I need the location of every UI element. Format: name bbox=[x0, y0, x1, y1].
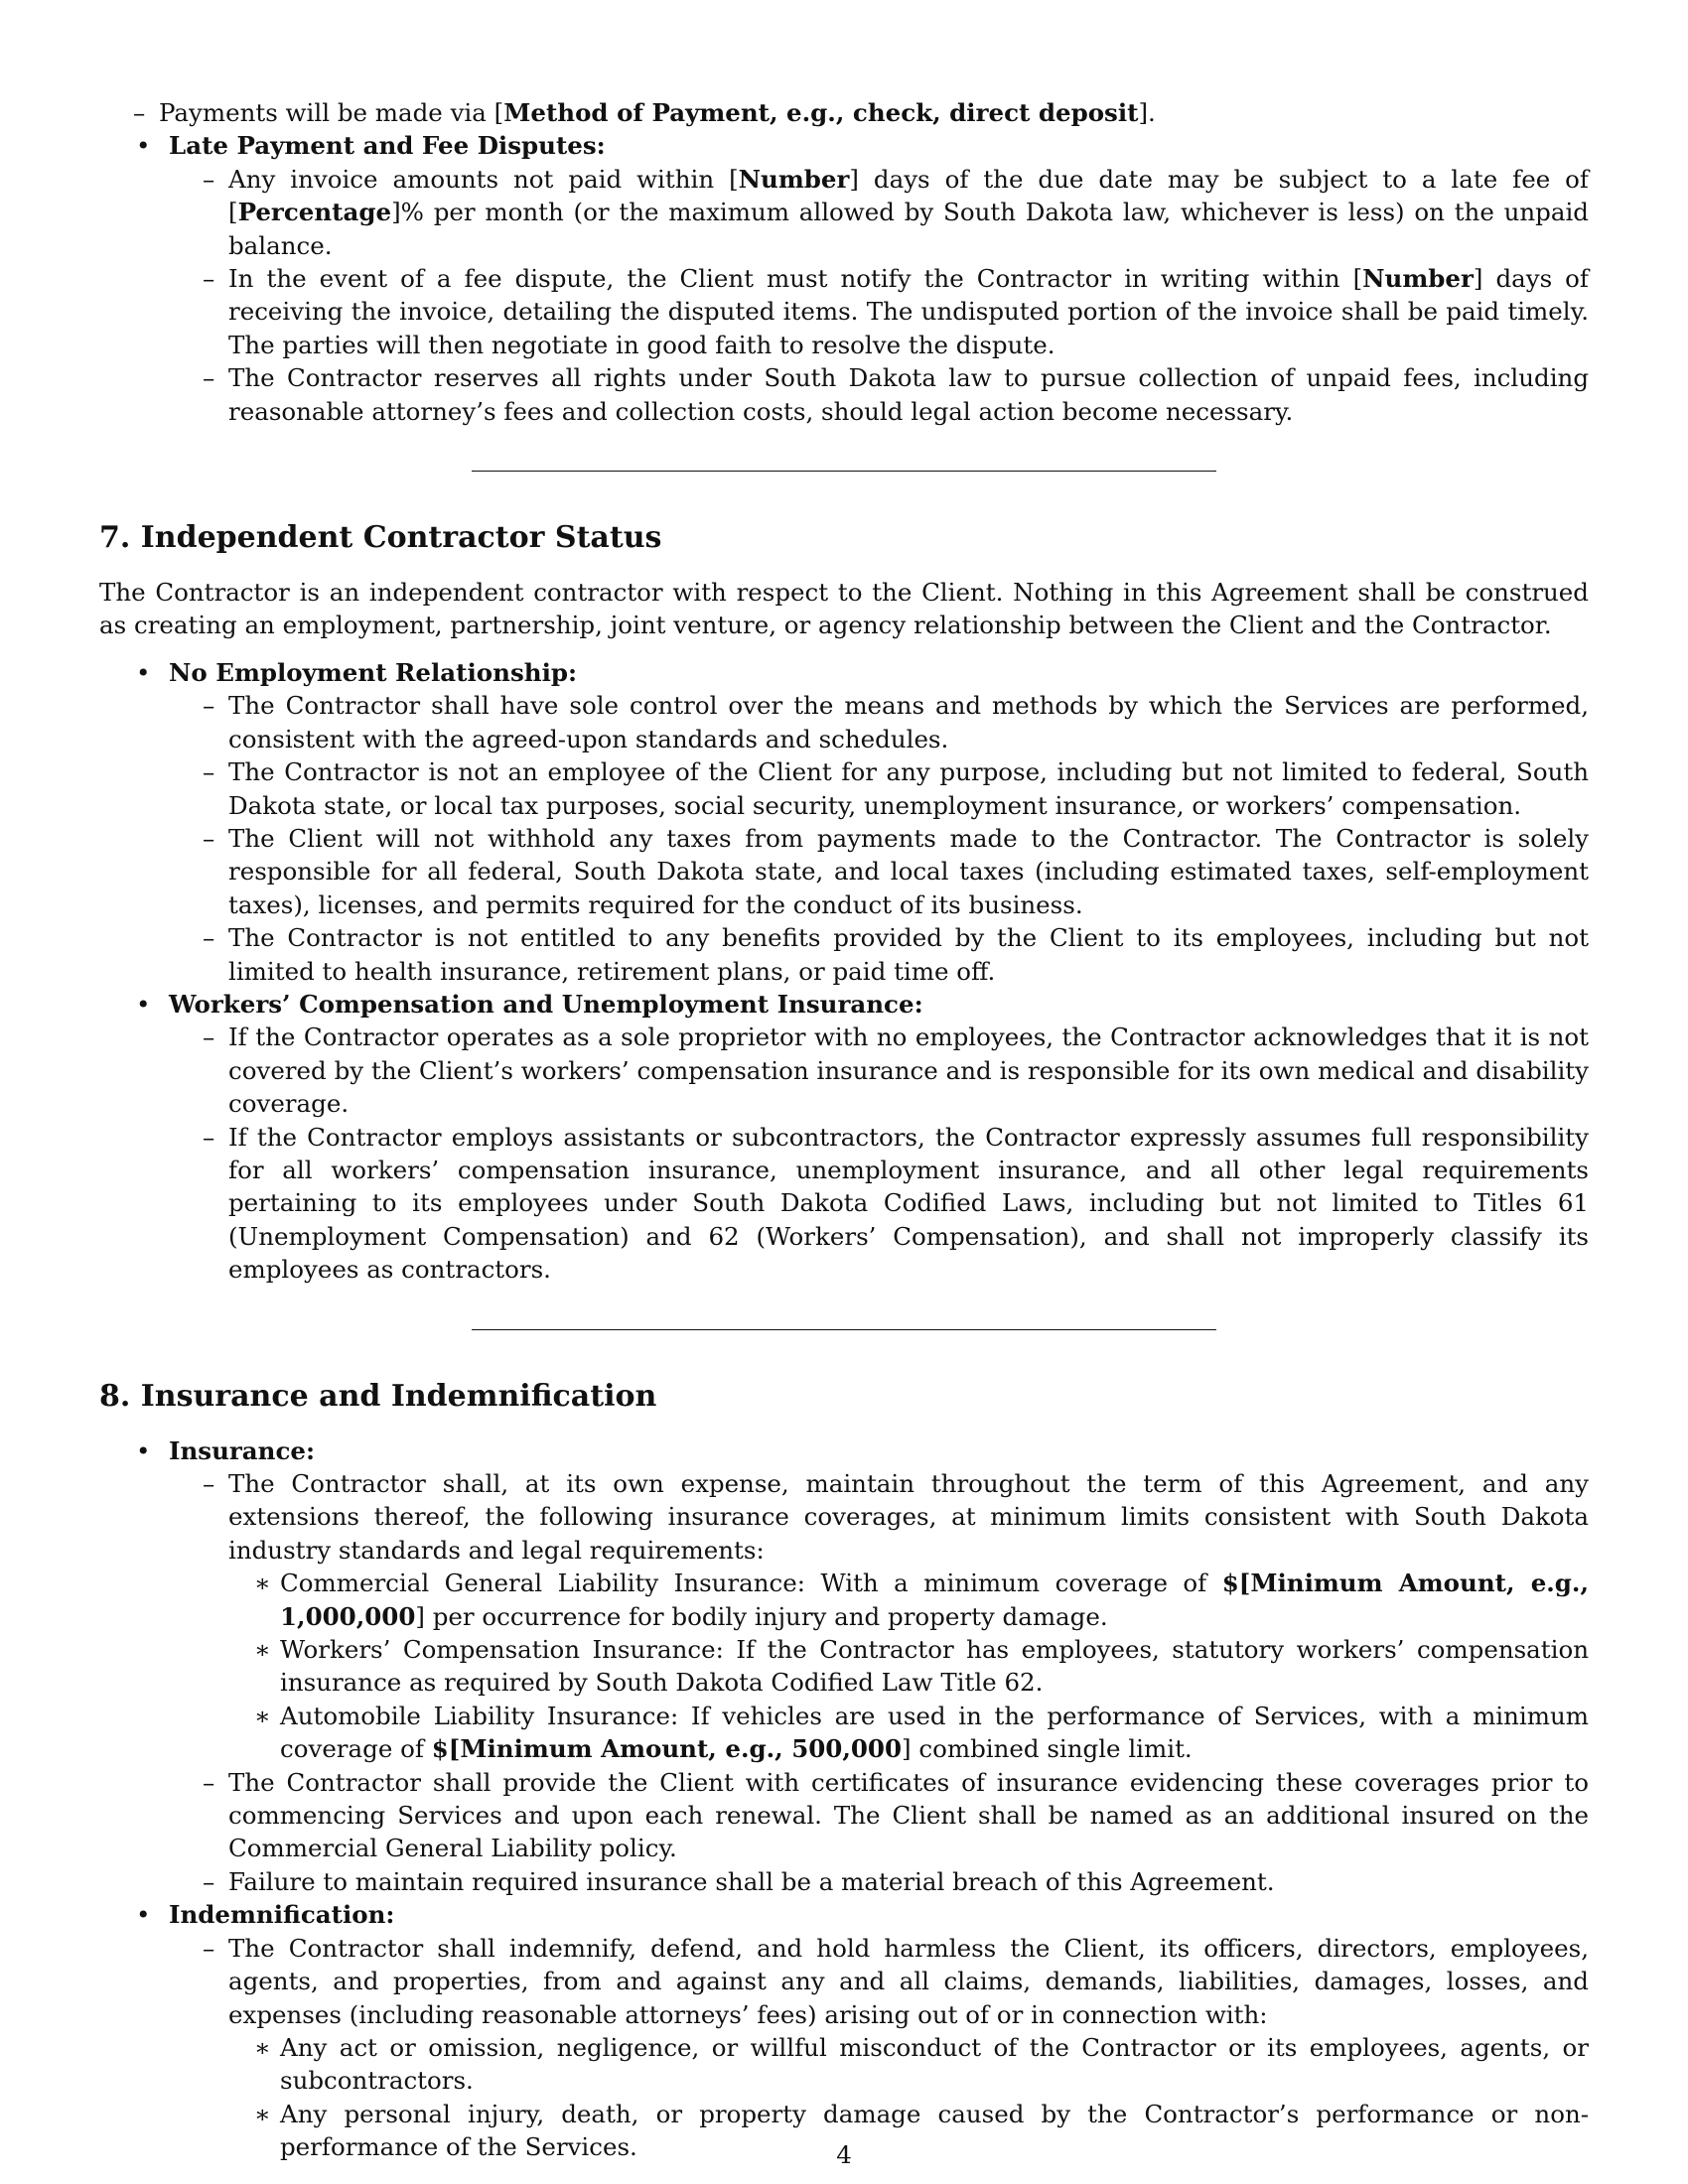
section-7-title: 7. Independent Contractor Status bbox=[99, 520, 662, 556]
workers-comp-heading: Workers’ Compensation and Unemployment Insurance: bbox=[169, 989, 923, 1019]
list-item: – The Contractor shall indemnify, defend, and hold harmless the Client, its officers, directors, employees, agents, and properties, from and against any and all claims, demands, liabilities, damages, losses, and expenses (including reasonable attorneys’ fees) arising out of or in connection with: ∗ Any act or omission, negligence, or willful misconduct of the Contractor or its employees, agents, or subcontractors. ∗ Any personal injury, death, or property damage caused by the Contractor’s performance or non-performance of the Services. bbox=[169, 1932, 1589, 2164]
list-item: – If the Contractor operates as a sole proprietor with no employees, the Contractor acknowledges that it is not covered by the Client’s workers’ compensation insurance and is responsible for its own medical and disability coverage. bbox=[169, 1021, 1589, 1120]
document-page bbox=[99, 96, 1589, 2164]
payment-list bbox=[99, 96, 1589, 129]
section-8-title: 8. Insurance and Indemnification bbox=[99, 1378, 657, 1414]
late-payment-list bbox=[99, 129, 1589, 428]
section-divider bbox=[472, 471, 1216, 472]
list-item: – The Contractor shall provide the Client with certificates of insurance evidencing these coverages prior to commencing Services and upon each renewal. The Client shall be named as an additional insured on the Commercial General Liability policy. bbox=[169, 1766, 1589, 1865]
list-item: – Any invoice amounts not paid within [Number] days of the due date may be subject to a late fee of [Percentage]% per month (or the maximum allowed by South Dakota law, whichever is less) on the unpaid balance. bbox=[169, 163, 1589, 262]
list-item: – The Contractor shall, at its own expense, maintain throughout the term of this Agreement, and any extensions thereof, the following insurance coverages, at minimum limits consistent with South Dakota industry standards and legal requirements: ∗ Commercial General Liability Insurance: With a minimum coverage of $[Minimum Amount, e.g., 1,000,000] per occurrence for bodily injury and property damage. ∗ Workers’ Compensation Insurance: If the Contractor has employees, statutory workers’ compensation insurance as required by South Dakota Codified Law Title 62. ∗ Automobile Liability Insurance: If vehicles are used in the performance of Services, with a minimum coverage of $[Minimum Amount, e.g., 500,000] combined single limit. bbox=[169, 1467, 1589, 1766]
late-payment-heading: Late Payment and Fee Disputes: bbox=[169, 131, 606, 161]
list-item: – Payments will be made via [Method of Payment, e.g., check, direct deposit]. bbox=[99, 96, 1589, 129]
list-item: – The Contractor shall have sole control over the means and methods by which the Services are performed, consistent with the agreed-upon standards and schedules. bbox=[169, 689, 1589, 755]
section-8-list bbox=[99, 1434, 1589, 2164]
list-item: – In the event of a fee dispute, the Client must notify the Contractor in writing within [Number] days of receiving the invoice, detailing the disputed items. The undisputed portion of the invoice shall be paid timely. The parties will then negotiate in good faith to resolve the dispute. bbox=[169, 262, 1589, 361]
page-number: 4 bbox=[836, 2140, 852, 2169]
list-item: ∗ Any act or omission, negligence, or willful misconduct of the Contractor or its employees, agents, or subcontractors. bbox=[228, 2031, 1589, 2098]
list-item: – The Client will not withhold any taxes from payments made to the Contractor. The Contractor is solely responsible for all federal, South Dakota state, and local taxes (including estimated taxes, self-employment taxes), licenses, and permits required for the conduct of its business. bbox=[169, 822, 1589, 921]
list-item: – The Contractor is not entitled to any benefits provided by the Client to its employees, including but not limited to health insurance, retirement plans, or paid time off. bbox=[169, 921, 1589, 988]
list-item bbox=[99, 988, 1589, 1287]
list-item bbox=[99, 1898, 1589, 2163]
list-item: ∗ Workers’ Compensation Insurance: If the Contractor has employees, statutory workers’ compensation insurance as required by South Dakota Codified Law Title 62. bbox=[228, 1633, 1589, 1700]
indemnification-heading: Indemnification: bbox=[169, 1900, 395, 1930]
list-item bbox=[99, 656, 1589, 988]
list-item: – Failure to maintain required insurance shall be a material breach of this Agreement. bbox=[169, 1865, 1589, 1898]
list-item: – The Contractor is not an employee of the Client for any purpose, including but not limited to federal, South Dakota state, or local tax purposes, social security, unemployment insurance, or workers’ compensation. bbox=[169, 755, 1589, 822]
list-item: ∗ Commercial General Liability Insurance: With a minimum coverage of $[Minimum Amount, e.g., 1,000,000] per occurrence for bodily injury and property damage. bbox=[228, 1567, 1589, 1633]
list-item: ∗ Any personal injury, death, or property damage caused by the Contractor’s performance or non-performance of the Services. bbox=[228, 2098, 1589, 2164]
list-item bbox=[99, 1434, 1589, 1899]
section-7-list bbox=[99, 656, 1589, 1287]
section-divider bbox=[472, 1329, 1216, 1330]
section-7-intro: The Contractor is an independent contractor with respect to the Client. Nothing in this Agreement shall be construed as creating an employment, partnership, joint venture, or agency relationship between the Client and the Contractor. bbox=[99, 578, 1589, 640]
no-employment-heading: No Employment Relationship: bbox=[169, 657, 578, 687]
list-item: – The Contractor reserves all rights under South Dakota law to pursue collection of unpaid fees, including reasonable attorney’s fees and collection costs, should legal action become necessary. bbox=[169, 361, 1589, 428]
list-item: – If the Contractor employs assistants or subcontractors, the Contractor expressly assumes full responsibility for all workers’ compensation insurance, unemployment insurance, and all other legal requirements pertaining to its employees under South Dakota Codified Laws, including but not limited to Titles 61 (Unemployment Compensation) and 62 (Workers’ Compensation), and shall not improperly classify its employees as contractors. bbox=[169, 1121, 1589, 1287]
list-item bbox=[99, 129, 1589, 428]
list-item: ∗ Automobile Liability Insurance: If vehicles are used in the performance of Services, with a minimum coverage of $[Minimum Amount, e.g., 500,000] combined single limit. bbox=[228, 1700, 1589, 1766]
insurance-heading: Insurance: bbox=[169, 1435, 316, 1465]
